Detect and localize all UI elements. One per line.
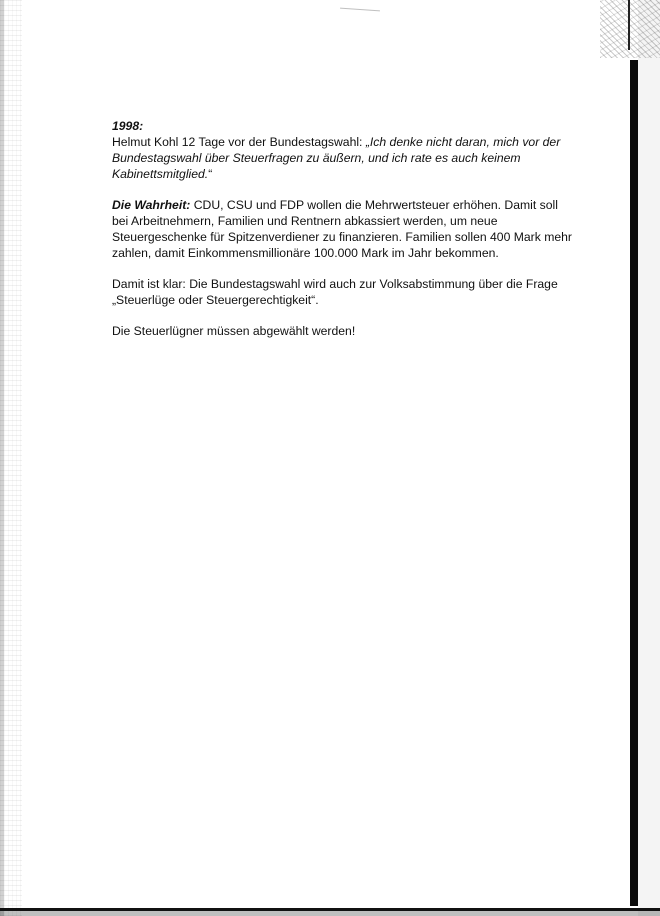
truth-text: CDU, CSU und FDP wollen die Mehrwertsteuer erhöhen. Damit soll bei Arbeitnehmern, Familien und Rentnern abkassiert werden, um neue Steuergeschenke für Spitzenverdiener zu finanzieren. Familien sollen 400 Mark mehr zahlen, damit Einkommensmillionäre 100.000 Mark im Jahr bekommen. (112, 198, 572, 260)
scan-shadow-left (0, 0, 4, 916)
scan-mark-top (340, 8, 380, 12)
quote-paragraph (112, 118, 572, 182)
truth-paragraph (112, 197, 572, 261)
conclusion-paragraph: Damit ist klar: Die Bundestagswahl wird auch zur Volksabstimmung über die Frage „Steuerlüge oder Steuergerechtigkeit“. (112, 277, 558, 307)
kohl-quote: „Ich denke nicht daran, mich vor der Bundestagswahl über Steuerfragen zu äußern, und ich rate es auch keinem Kabinettsmitglied. (112, 135, 561, 181)
quote-intro: Helmut Kohl 12 Tage vor der Bundestagswahl: (112, 135, 366, 149)
scan-margin-right (638, 0, 660, 916)
scan-line-top-right (628, 0, 630, 50)
year-heading: 1998: (112, 119, 144, 133)
scan-edge-bottom (0, 902, 660, 916)
scan-noise-top-right (600, 0, 660, 58)
closing-paragraph: Die Steuerlügner müssen abgewählt werden! (112, 324, 356, 338)
quote-close-mark: “ (208, 167, 213, 181)
scan-bar-right (630, 60, 638, 906)
truth-label: Die Wahrheit: (112, 198, 191, 212)
document-body (112, 118, 572, 354)
